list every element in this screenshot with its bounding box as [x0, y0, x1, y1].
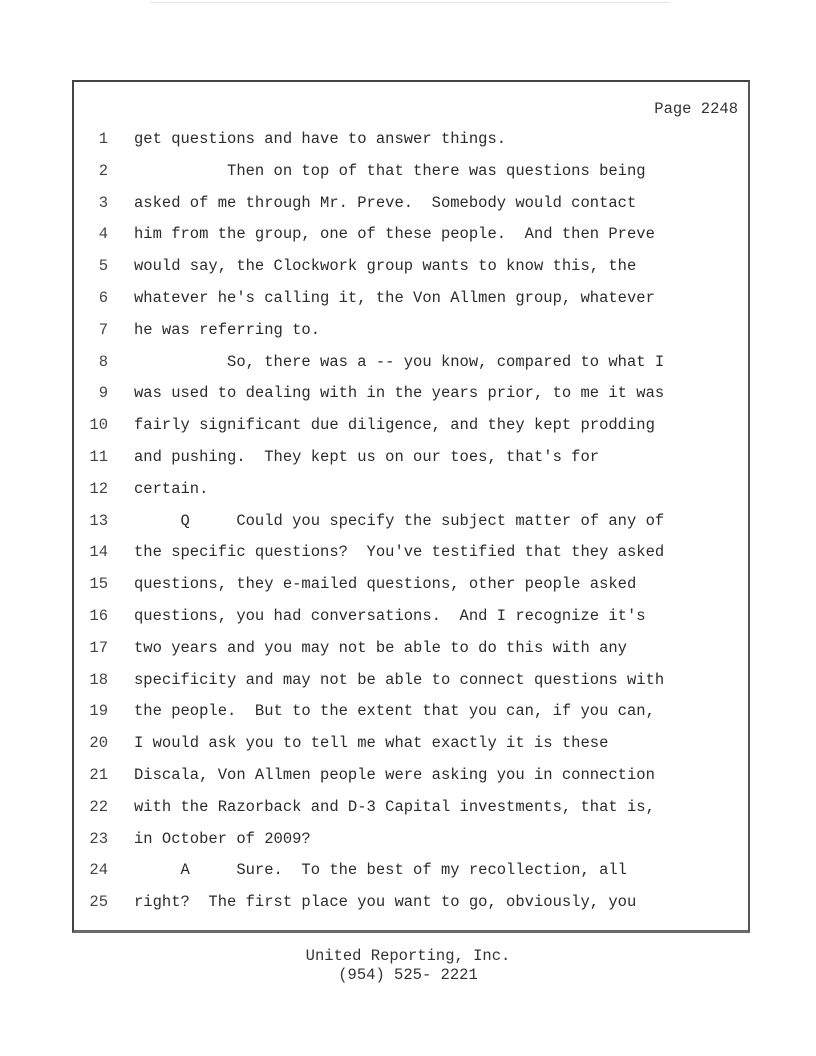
transcript-line	[74, 193, 748, 225]
transcript-line	[74, 256, 748, 288]
line-text: asked of me through Mr. Preve. Somebody would contact	[134, 193, 637, 212]
transcript-page-frame	[72, 80, 750, 933]
line-text: the people. But to the extent that you can, if you can,	[134, 702, 655, 721]
transcript-line	[74, 479, 748, 511]
transcript-line	[74, 701, 748, 733]
line-text: So, there was a -- you know, compared to what I	[134, 352, 665, 371]
line-number: 21	[89, 766, 108, 784]
line-text: get questions and have to answer things.	[134, 130, 507, 148]
transcript-line	[74, 352, 748, 384]
line-text: with the Razorback and D-3 Capital investments, that is,	[134, 797, 655, 816]
line-number: 19	[89, 702, 108, 721]
line-number: 18	[89, 670, 108, 689]
transcript-line	[74, 765, 748, 797]
line-number: 8	[98, 352, 108, 371]
line-number: 23	[89, 829, 108, 848]
line-number: 12	[89, 479, 108, 498]
transcript-line	[74, 733, 748, 765]
line-text: right? The first place you want to go, obviously, you	[134, 893, 637, 912]
line-number: 15	[89, 575, 108, 594]
line-number: 9	[98, 384, 108, 403]
line-number: 25	[89, 893, 108, 912]
line-text: A Sure. To the best of my recollection, all	[134, 861, 627, 880]
line-text: and pushing. They kept us on our toes, that's for	[134, 448, 600, 466]
transcript-line	[74, 797, 748, 829]
line-number: 22	[89, 797, 108, 816]
transcript-line	[74, 447, 748, 479]
transcript-line	[74, 129, 748, 161]
line-text: he was referring to.	[134, 320, 321, 339]
transcript-line	[74, 829, 748, 861]
transcript-line	[74, 511, 748, 543]
transcript-line	[74, 670, 748, 702]
line-number: 6	[98, 289, 108, 307]
line-text: whatever he's calling it, the Von Allmen group, whatever	[134, 289, 655, 307]
line-number: 20	[89, 734, 108, 753]
line-text: in October of 2009?	[134, 829, 311, 848]
line-text: the specific questions? You've testified that they asked	[134, 543, 665, 562]
line-number: 7	[98, 320, 108, 339]
line-number: 13	[89, 511, 108, 530]
line-text: him from the group, one of these people. And then Preve	[134, 225, 655, 244]
transcript-line	[74, 288, 748, 320]
line-number: 14	[89, 543, 108, 562]
footer-company-name: United Reporting, Inc.	[305, 947, 511, 965]
line-number: 11	[89, 448, 108, 466]
line-text: fairly significant due diligence, and they kept prodding	[134, 416, 655, 435]
line-number: 16	[89, 607, 108, 625]
line-number: 3	[98, 193, 108, 212]
line-text: two years and you may not be able to do this with any	[134, 638, 627, 657]
transcript-line	[74, 892, 748, 924]
line-number: 24	[89, 861, 108, 880]
transcript-line	[74, 638, 748, 670]
transcript-line	[74, 161, 748, 193]
line-text: questions, they e-mailed questions, other people asked	[134, 575, 637, 594]
line-text: specificity and may not be able to connect questions with	[134, 670, 665, 689]
line-text: questions, you had conversations. And I recognize it's	[134, 607, 646, 625]
transcript-line	[74, 415, 748, 447]
transcript-line	[74, 320, 748, 352]
transcript-line	[74, 542, 748, 574]
line-text: would say, the Clockwork group wants to know this, the	[134, 257, 637, 276]
transcript-line	[74, 224, 748, 256]
scan-edge-line	[150, 2, 670, 3]
line-text: Discala, Von Allmen people were asking you in connection	[134, 766, 655, 784]
line-text: Q Could you specify the subject matter of any of	[134, 511, 665, 530]
line-number: 17	[89, 638, 108, 657]
line-text: Then on top of that there was questions being	[134, 161, 646, 180]
transcript-line	[74, 860, 748, 892]
line-number: 1	[98, 130, 108, 148]
line-number: 2	[98, 161, 108, 180]
footer-phone-number: (954) 525- 2221	[338, 966, 478, 984]
page-number: Page 2248	[654, 100, 738, 118]
line-text: certain.	[134, 479, 209, 498]
line-number: 10	[89, 416, 108, 435]
line-text: was used to dealing with in the years prior, to me it was	[134, 384, 665, 403]
line-number: 5	[98, 257, 108, 276]
transcript-line	[74, 574, 748, 606]
line-text: I would ask you to tell me what exactly it is these	[134, 734, 609, 753]
transcript-line	[74, 606, 748, 638]
transcript-line	[74, 383, 748, 415]
line-number: 4	[98, 225, 108, 244]
